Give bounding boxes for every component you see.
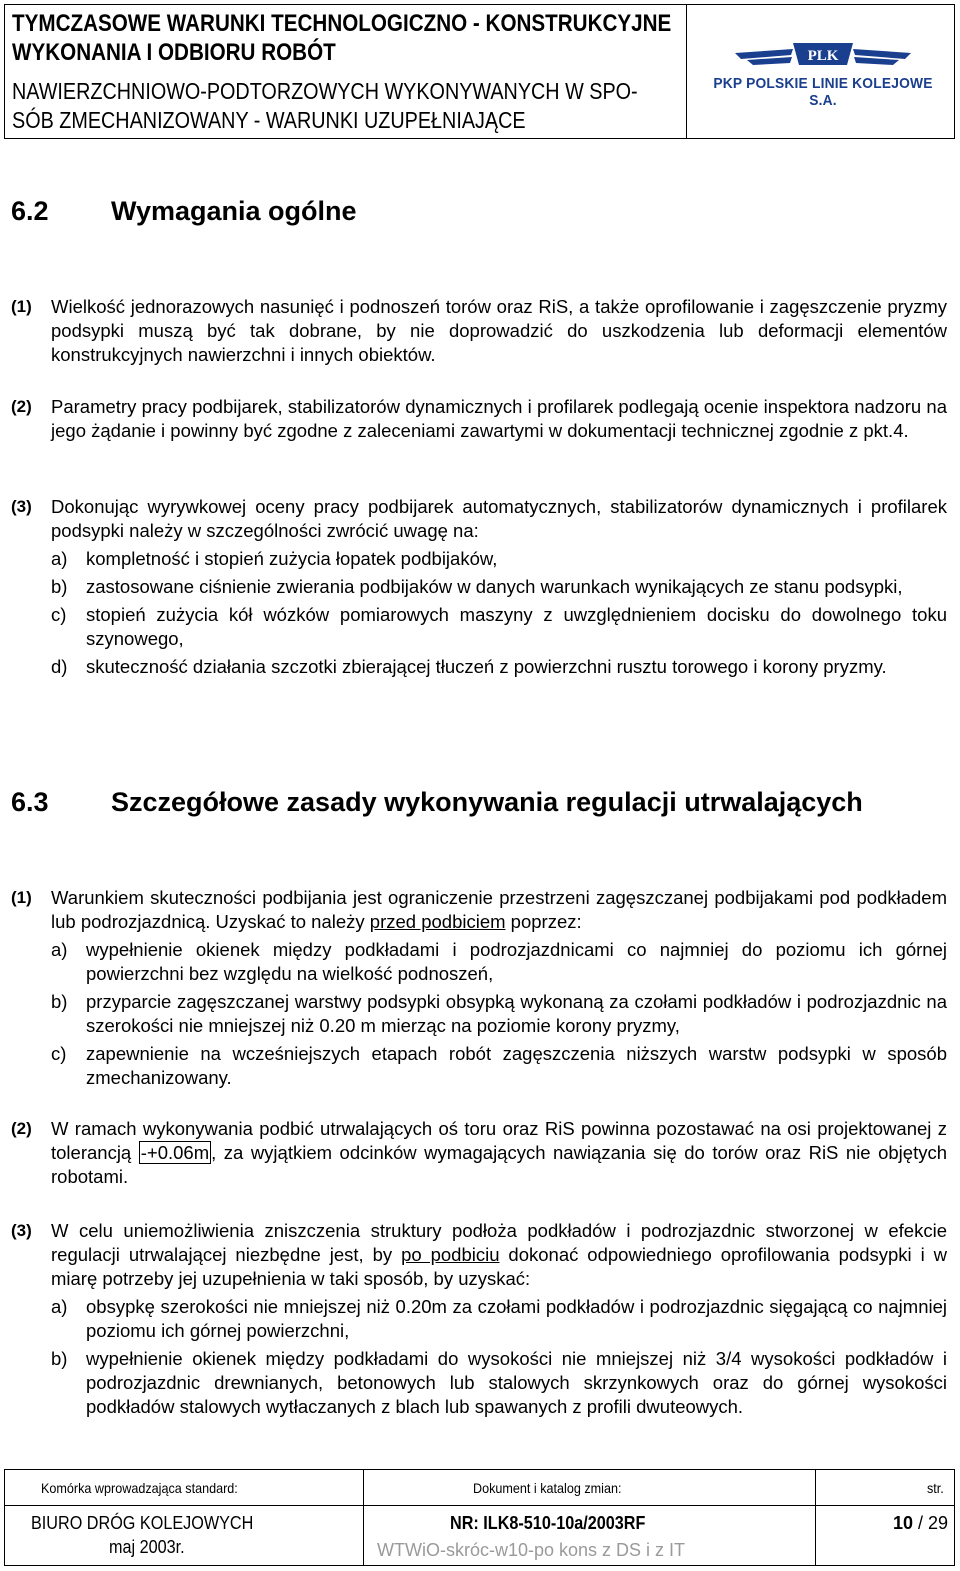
page-footer: [4, 1469, 955, 1566]
header-subtitle-line1: NAWIERZCHNIOWO-PODTORZOWYCH WYKONYWANYCH W SPO-: [12, 78, 638, 104]
paragraph-6-2-1: [11, 295, 947, 367]
list-item-text: wypełnienie okienek między podkładami do wysokości nie mniejszej niż 3/4 wysokości podkładów i podrozjazdnic drewnianych, betonowych lub stalowych skrzynkowych oraz do górnej wysokości podkładów stalowych wytłaczanych z blach lub spawanych z profili dwuteowych.: [86, 1348, 947, 1417]
boxed-value: -+0.06m: [140, 1142, 210, 1163]
list-item: [51, 603, 947, 651]
list-item-text: kompletność i stopień zużycia łopatek podbijaków,: [86, 548, 498, 569]
list-item-label: b): [51, 991, 68, 1012]
paragraph-text: Warunkiem skuteczności podbijania jest ograniczenie przestrzeni zagęszczanej podbijakami pod podkładem lub podrozjazdnicą. Uzyskać to należy przed podbiciem poprzez:: [51, 887, 947, 932]
list-item: [51, 1042, 947, 1090]
section-title: Szczegółowe zasady wykonywania regulacji utrwalających: [111, 787, 863, 817]
footer-unit-name: BIURO DRÓG KOLEJOWYCH: [31, 1513, 254, 1533]
header-title-line1: TYMCZASOWE WARUNKI TECHNOLOGICZNO - KONSTRUKCYJNE: [12, 10, 672, 37]
list-item-label: a): [51, 1296, 68, 1317]
list-item: [51, 938, 947, 986]
list-item-text: przyparcie zagęszczanej warstwy podsypki obsypką wykonaną za czołami podkładów i podrozjazdnic na szerokości nie mniejszej niż 0.20 m mierząc na poziomie korony pryzmy,: [86, 991, 947, 1036]
paragraph-number: (3): [11, 497, 32, 516]
paragraph-number: (3): [11, 1221, 32, 1240]
list-item-text: wypełnienie okienek między podkładami i podrozjazdnicami co najmniej do poziomu ich górnej powierzchni bez względu na wielkość podnoszeń,: [86, 939, 947, 984]
list-item: [51, 1295, 947, 1343]
paragraph-number: (1): [11, 297, 32, 316]
section-number: 6.3: [11, 787, 49, 817]
section-heading-6-3: [11, 787, 863, 818]
list-item: [51, 1347, 947, 1419]
logo-company-name: PKP POLSKIE LINIE KOLEJOWE S.A.: [713, 75, 933, 109]
footer-page-number: 10 / 29: [893, 1513, 949, 1533]
list-item-text: stopień zużycia kół wózków pomiarowych maszyny z uwzględnieniem docisku do dowolnego toku szynowego,: [86, 604, 947, 649]
list-item-text: skuteczność działania szczotki zbierającej tłuczeń z powierzchni rusztu torowego i korony pryzmy.: [86, 656, 887, 677]
footer-document-number: NR: ILK8-510-10a/2003RF: [450, 1513, 646, 1533]
paragraph-text: Dokonując wyrywkowej oceny pracy podbijarek automatycznych, stabilizatorów dynamicznych i profilarek podsypki należy w szczególności zwrócić uwagę na:: [51, 496, 947, 541]
list-item-label: d): [51, 656, 68, 677]
header-title-line2: WYKONANIA I ODBIORU ROBÓT: [12, 39, 336, 66]
list-item-label: a): [51, 939, 68, 960]
underlined-text: po podbiciu: [401, 1244, 500, 1265]
footer-file-name: WTWiO-skróc-w10-po kons z DS i z IT: [377, 1540, 686, 1560]
list-item-label: c): [51, 1043, 67, 1064]
paragraph-6-3-3: [11, 1219, 947, 1419]
list-item: [51, 655, 947, 679]
paragraph-text: Parametry pracy podbijarek, stabilizatorów dynamicznych i profilarek podlegają ocenie inspektora nadzoru na jego żądanie i powinny być zgodne z zaleceniami zawartymi w dokumentacji technicznej zgodnie z pkt.4.: [51, 396, 947, 441]
header-logo-block: [687, 5, 954, 138]
footer-label-unit: Komórka wprowadzająca standard:: [41, 1480, 238, 1496]
footer-label-page: str.: [927, 1480, 944, 1496]
paragraph-text: W celu uniemożliwienia zniszczenia struktury podłoża podkładów i podrozjazdnic stworzonej w efekcie regulacji utrwalającej niezbędne jest, by po podbiciu dokonać odpowiedniego oprofilowania podsypki i w miarę potrzeby jej uzupełnienia w taki sposób, by uzyskać:: [51, 1220, 947, 1289]
list-item-text: obsypkę szerokości nie mniejszej niż 0.20m za czołami podkładów i podrozjazdnic sięgającą co najmniej poziomu ich górnej powierzchni,: [86, 1296, 947, 1341]
list-item-label: a): [51, 548, 68, 569]
paragraph-number: (2): [11, 397, 32, 416]
list-item-text: zapewnienie na wcześniejszych etapach robót zagęszczenia niższych warstw podsypki w sposób zmechanizowany.: [86, 1043, 947, 1088]
list-item: [51, 547, 947, 571]
underlined-text: przed podbiciem: [369, 911, 506, 932]
list-item-label: b): [51, 1348, 68, 1369]
paragraph-text: Wielkość jednorazowych nasunięć i podnoszeń torów oraz RiS, a także oprofilowanie i zagęszczenie pryzmy podsypki muszą być tak dobrane, by nie doprowadzić do uszkodzenia lub deformacji elementów konstrukcyjnych nawierzchni i innych obiektów.: [51, 296, 947, 365]
paragraph-6-3-1: [11, 886, 947, 1090]
paragraph-number: (2): [11, 1119, 32, 1138]
footer-label-document: Dokument i katalog zmian:: [473, 1480, 622, 1496]
paragraph-6-2-2: [11, 395, 947, 443]
list-item-label: b): [51, 576, 68, 597]
page-header: [4, 4, 955, 139]
section-number: 6.2: [11, 196, 49, 226]
paragraph-text: W ramach wykonywania podbić utrwalających oś toru oraz RiS powinna pozostawać na osi projektowanej z tolerancją -+0.06m , za wyjątkiem odcinków wymagających nawiązania się do torów oraz RiS nie objętych robotami.: [51, 1118, 948, 1187]
list-item-label: c): [51, 604, 67, 625]
section-heading-6-2: [11, 196, 357, 227]
footer-date: maj 2003r.: [109, 1537, 185, 1557]
paragraph-number: (1): [11, 888, 32, 907]
svg-text:PLK: PLK: [807, 48, 839, 64]
list-item-text: zastosowane ciśnienie zwierania podbijaków w danych warunkach wynikających ze stanu podsypki,: [86, 576, 903, 597]
section-title: Wymagania ogólne: [111, 196, 357, 226]
paragraph-6-3-2: [11, 1117, 947, 1189]
header-subtitle-line2: SÓB ZMECHANIZOWANY - WARUNKI UZUPEŁNIAJĄCE: [12, 107, 526, 133]
paragraph-6-2-3: [11, 495, 947, 679]
list-item: [51, 575, 947, 599]
list-item: [51, 990, 947, 1038]
header-title-block: [5, 5, 687, 138]
